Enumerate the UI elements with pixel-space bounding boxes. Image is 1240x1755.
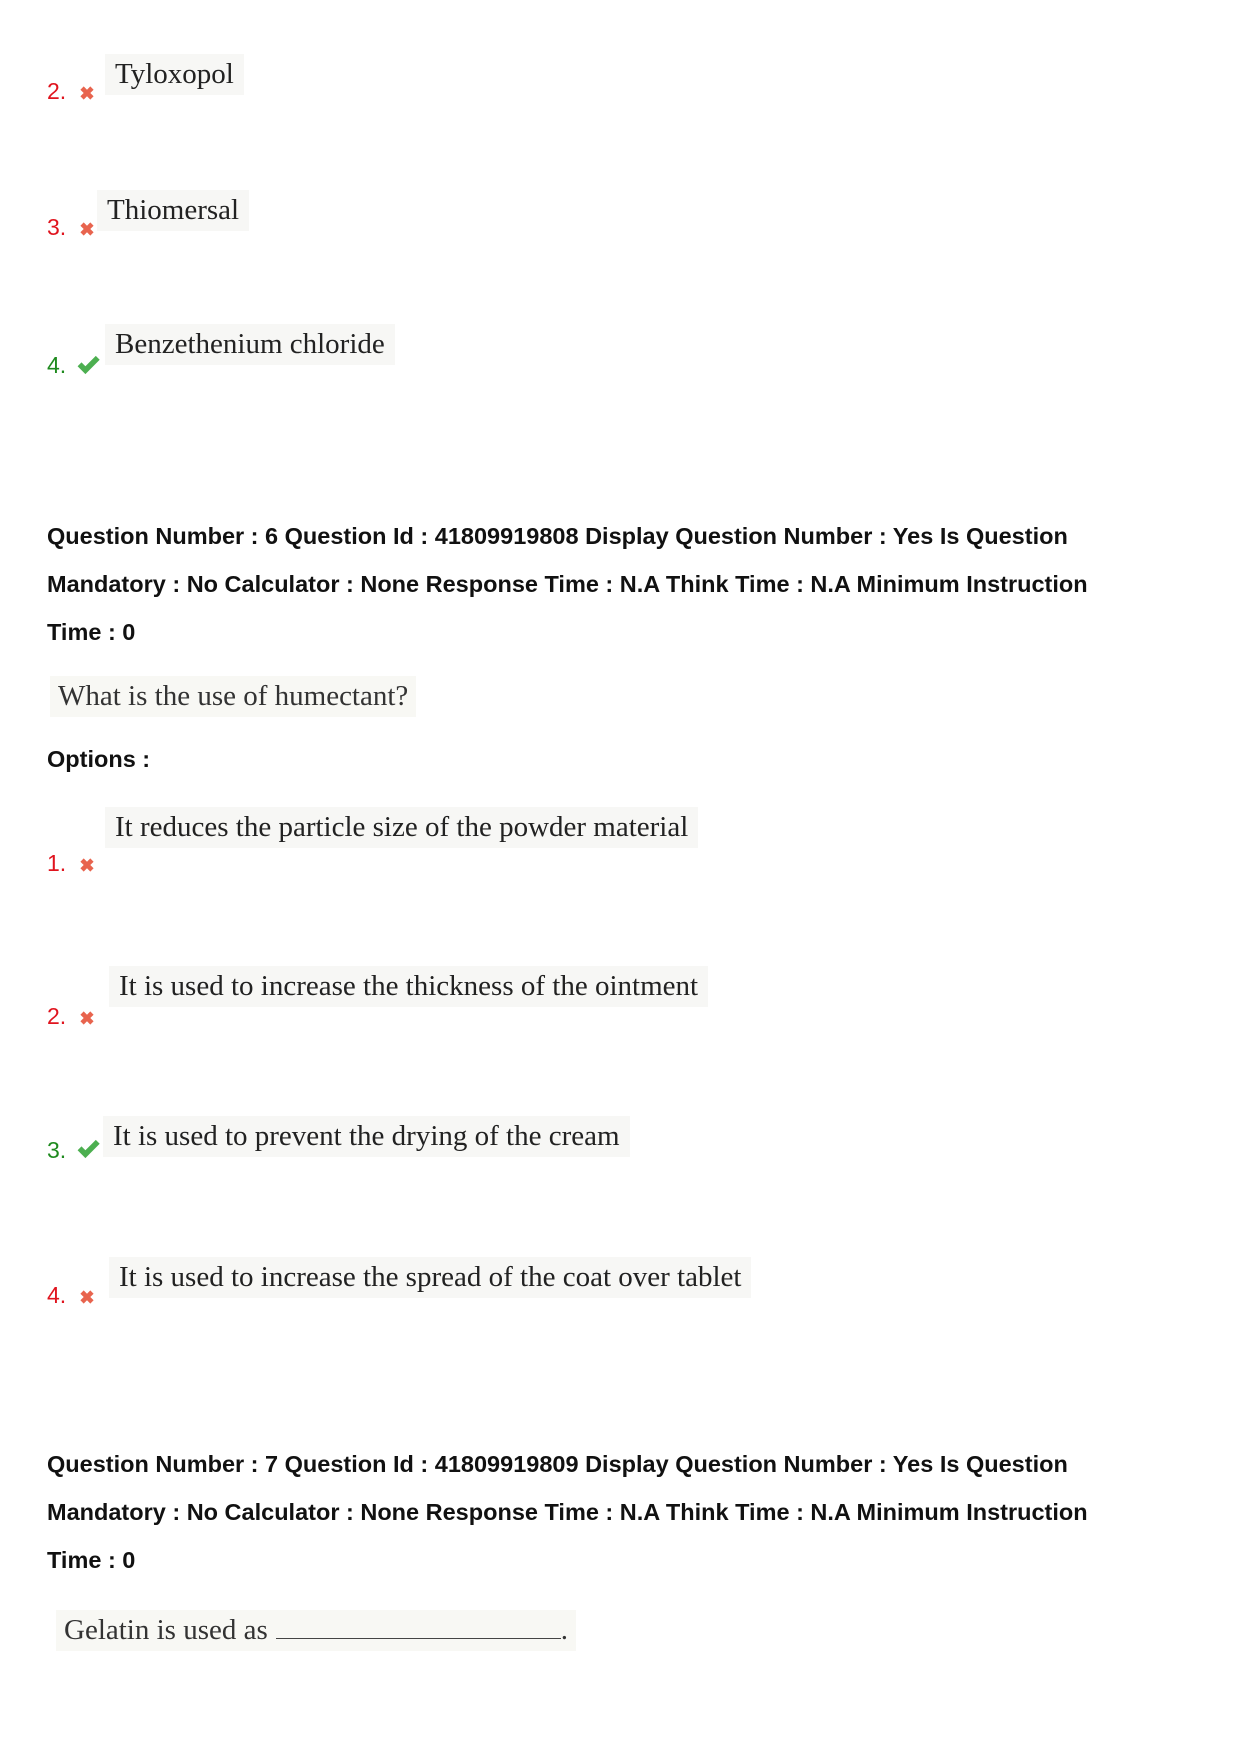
meta-line: Question Number : 6 Question Id : 41809919808 Display Question Number : Yes Is Question <box>47 523 1068 549</box>
question-meta <box>47 1440 1227 1584</box>
option-number: 2. <box>47 78 67 104</box>
option-text: It is used to increase the spread of the coat over tablet <box>109 1257 751 1298</box>
option-text: Tyloxopol <box>105 54 244 95</box>
meta-line: Time : 0 <box>47 619 136 645</box>
option-number: 3. <box>47 1137 67 1163</box>
meta-line: Question Number : 7 Question Id : 41809919809 Display Question Number : Yes Is Question <box>47 1451 1068 1477</box>
option-text: It is used to increase the thickness of the ointment <box>109 966 708 1007</box>
question-meta <box>47 512 1227 656</box>
cross-icon <box>76 218 98 240</box>
option-text: It is used to prevent the drying of the cream <box>103 1116 630 1157</box>
option-number: 4. <box>47 352 67 378</box>
meta-line: Mandatory : No Calculator : None Response Time : N.A Think Time : N.A Minimum Instruction <box>47 1499 1088 1525</box>
meta-line: Mandatory : No Calculator : None Response Time : N.A Think Time : N.A Minimum Instruction <box>47 571 1088 597</box>
cross-icon <box>76 854 98 876</box>
question-text <box>56 1610 576 1651</box>
option-number: 4. <box>47 1282 67 1308</box>
option-number: 2. <box>47 1003 67 1029</box>
option-number: 1. <box>47 850 67 876</box>
option-text: Thiomersal <box>97 190 249 231</box>
option-text: It reduces the particle size of the powder material <box>105 807 698 848</box>
check-icon <box>75 352 101 378</box>
question-stem: Gelatin is used as <box>64 1614 268 1646</box>
cross-icon <box>76 1007 98 1029</box>
option-text: Benzethenium chloride <box>105 324 395 365</box>
cross-icon <box>76 82 98 104</box>
answer-blank <box>276 1638 561 1639</box>
check-icon <box>75 1136 101 1162</box>
option-number: 3. <box>47 214 67 240</box>
meta-line: Time : 0 <box>47 1547 136 1573</box>
question-end: . <box>560 1614 569 1646</box>
question-text: What is the use of humectant? <box>50 676 416 717</box>
cross-icon <box>76 1286 98 1308</box>
options-label: Options : <box>47 746 151 772</box>
